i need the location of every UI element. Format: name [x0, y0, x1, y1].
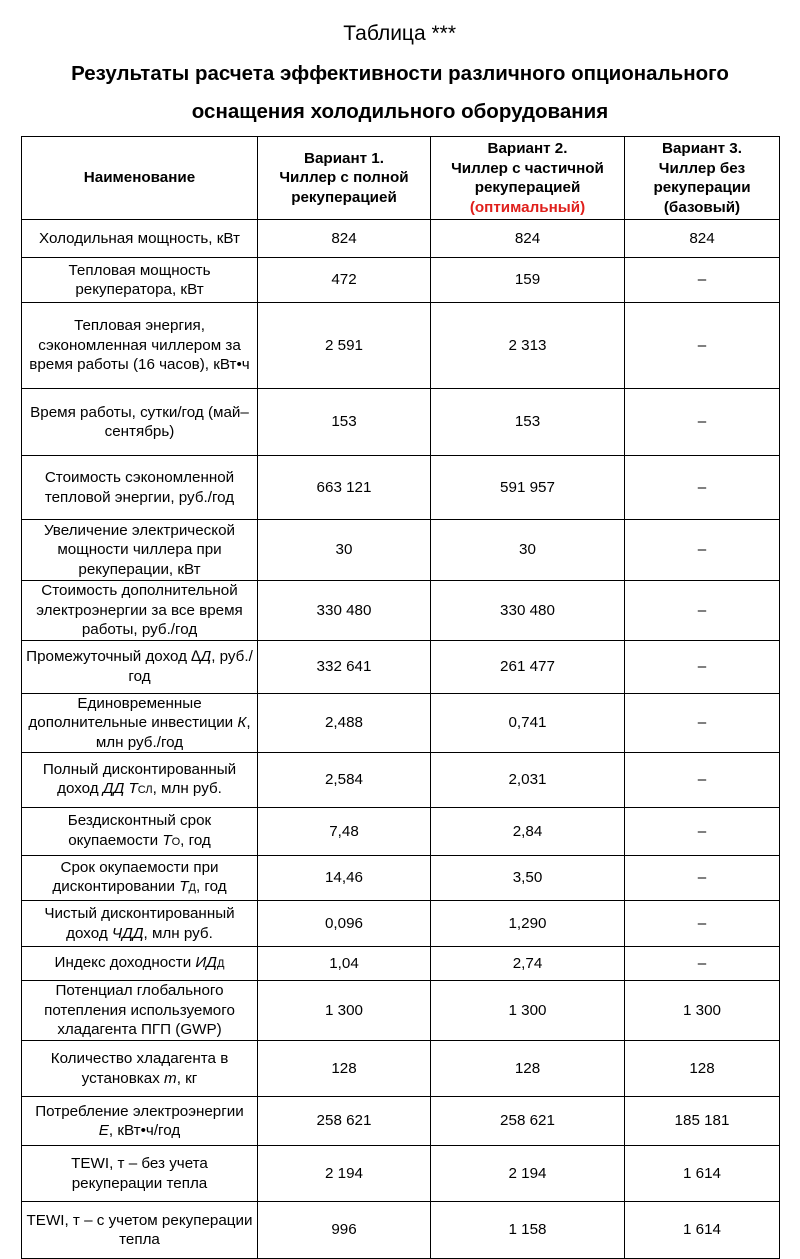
cell-v3: –	[625, 389, 780, 456]
cell-v3: –	[625, 856, 780, 901]
row-label: TEWI, т – без учета рекуперации тепла	[22, 1146, 258, 1202]
table-row	[22, 981, 780, 1041]
cell-v3: –	[625, 303, 780, 389]
row-label: Потребление электроэнергии E, кВт•ч/год	[22, 1097, 258, 1146]
cell-v3: 1 300	[625, 981, 780, 1041]
cell-v2: 30	[431, 520, 625, 581]
table-row	[22, 389, 780, 456]
cell-v1: 7,48	[258, 808, 431, 856]
cell-v2: 3,50	[431, 856, 625, 901]
cell-v1: 14,46	[258, 856, 431, 901]
cell-v1: 0,096	[258, 901, 431, 947]
cell-v1: 996	[258, 1202, 431, 1259]
row-label: Чистый дисконтированный доход ЧДД, млн руб.	[22, 901, 258, 947]
row-label: Индекс доходности ИДД	[22, 947, 258, 981]
cell-v3: –	[625, 581, 780, 641]
row-label: Единовременные дополнительные инвестиции К, млн руб./год	[22, 693, 258, 753]
table-row	[22, 856, 780, 901]
table-header-row	[22, 137, 780, 220]
table-row	[22, 303, 780, 389]
cell-v3: –	[625, 456, 780, 520]
cell-v1: 153	[258, 389, 431, 456]
cell-v1: 2 591	[258, 303, 431, 389]
cell-v1: 330 480	[258, 581, 431, 641]
table-row	[22, 947, 780, 981]
cell-v2: 330 480	[431, 581, 625, 641]
cell-v2: 2 194	[431, 1146, 625, 1202]
header-variant-3: Вариант 3. Чиллер без рекуперации (базовый)	[625, 137, 780, 220]
cell-v1: 1 300	[258, 981, 431, 1041]
cell-v2: 128	[431, 1041, 625, 1097]
table-row	[22, 640, 780, 693]
cell-v1: 663 121	[258, 456, 431, 520]
cell-v3: –	[625, 693, 780, 753]
cell-v1: 332 641	[258, 640, 431, 693]
table-row	[22, 753, 780, 808]
cell-v2: 0,741	[431, 693, 625, 753]
cell-v3: 1 614	[625, 1202, 780, 1259]
row-label: Потенциал глобального потепления используемого хладагента ПГП (GWP)	[22, 981, 258, 1041]
results-table	[21, 136, 780, 1259]
table-row	[22, 901, 780, 947]
optimal-label: (оптимальный)	[469, 198, 586, 216]
cell-v2: 2,74	[431, 947, 625, 981]
cell-v1: 2,584	[258, 753, 431, 808]
header-variant-1: Вариант 1. Чиллер с полной рекуперацией	[258, 137, 431, 220]
cell-v2: 2 313	[431, 303, 625, 389]
row-label: Тепловая мощность рекуператора, кВт	[22, 258, 258, 303]
cell-v2: 591 957	[431, 456, 625, 520]
cell-v2: 1,290	[431, 901, 625, 947]
row-label: TEWI, т – с учетом рекуперации тепла	[22, 1202, 258, 1259]
cell-v1: 824	[258, 220, 431, 258]
row-label: Время работы, сутки/год (май–сентябрь)	[22, 389, 258, 456]
table-title-line-2: оснащения холодильного оборудования	[191, 100, 609, 123]
cell-v1: 1,04	[258, 947, 431, 981]
cell-v3: –	[625, 640, 780, 693]
cell-v3: –	[625, 901, 780, 947]
row-label: Стоимость сэкономленной тепловой энергии, руб./год	[22, 456, 258, 520]
table-row	[22, 581, 780, 641]
table-row	[22, 520, 780, 581]
header-name: Наименование	[22, 137, 258, 220]
row-label: Тепловая энергия, сэкономленная чиллером за время работы (16 часов), кВт•ч	[22, 303, 258, 389]
header-variant-2: Вариант 2. Чиллер с частичной рекуперацией (оптимальный)	[431, 137, 625, 220]
table-row	[22, 693, 780, 753]
row-label: Бездисконтный срок окупаемости ТО, год	[22, 808, 258, 856]
cell-v1: 2,488	[258, 693, 431, 753]
cell-v3: –	[625, 808, 780, 856]
cell-v1: 2 194	[258, 1146, 431, 1202]
table-row	[22, 1202, 780, 1259]
cell-v1: 258 621	[258, 1097, 431, 1146]
cell-v3: 1 614	[625, 1146, 780, 1202]
cell-v3: –	[625, 258, 780, 303]
row-label: Промежуточный доход ∆Д, руб./год	[22, 640, 258, 693]
cell-v1: 128	[258, 1041, 431, 1097]
table-row	[22, 1097, 780, 1146]
cell-v2: 1 300	[431, 981, 625, 1041]
cell-v1: 30	[258, 520, 431, 581]
table-row	[22, 456, 780, 520]
table-row	[22, 1146, 780, 1202]
cell-v2: 258 621	[431, 1097, 625, 1146]
cell-v3: 128	[625, 1041, 780, 1097]
row-label: Холодильная мощность, кВт	[22, 220, 258, 258]
cell-v3: 824	[625, 220, 780, 258]
table-row	[22, 1041, 780, 1097]
row-label: Увеличение электрической мощности чиллера при рекуперации, кВт	[22, 520, 258, 581]
row-label: Полный дисконтированный доход ДД ТСЛ, млн руб.	[22, 753, 258, 808]
row-label: Стоимость дополнительной электроэнергии за все время работы, руб./год	[22, 581, 258, 641]
table-caption: Таблица ***	[343, 22, 456, 45]
cell-v2: 2,031	[431, 753, 625, 808]
row-label: Срок окупаемости при дисконтировании ТД, год	[22, 856, 258, 901]
cell-v3: –	[625, 947, 780, 981]
cell-v2: 1 158	[431, 1202, 625, 1259]
cell-v2: 159	[431, 258, 625, 303]
row-label: Количество хладагента в установках m, кг	[22, 1041, 258, 1097]
cell-v3: –	[625, 753, 780, 808]
cell-v1: 472	[258, 258, 431, 303]
table-row	[22, 808, 780, 856]
cell-v3: –	[625, 520, 780, 581]
cell-v2: 261 477	[431, 640, 625, 693]
table-row	[22, 220, 780, 258]
cell-v2: 2,84	[431, 808, 625, 856]
table-row	[22, 258, 780, 303]
cell-v2: 153	[431, 389, 625, 456]
cell-v3: 185 181	[625, 1097, 780, 1146]
cell-v2: 824	[431, 220, 625, 258]
table-title-line-1: Результаты расчета эффективности различного опционального	[71, 62, 729, 85]
